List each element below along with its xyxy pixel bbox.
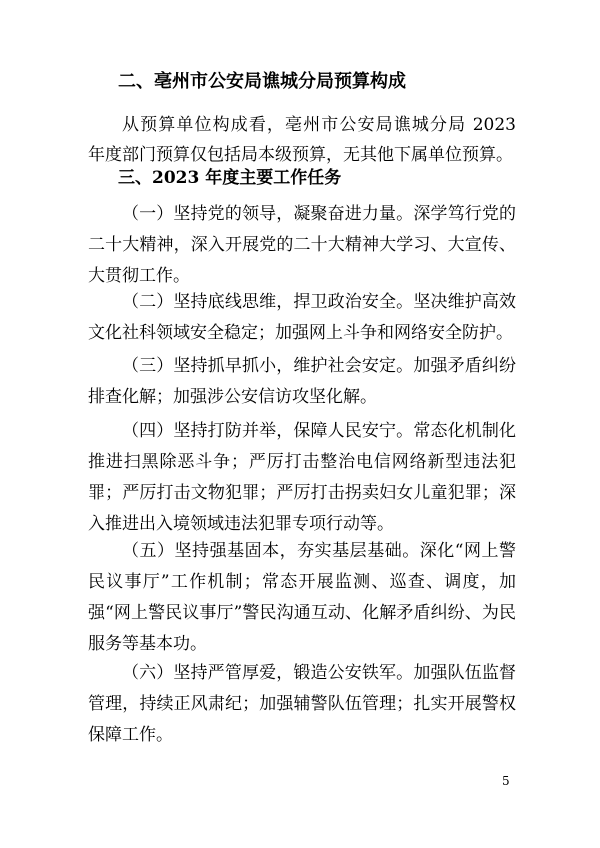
section-3-heading: 三、2023 年度主要工作任务 [118,168,342,188]
section-2-paragraph: 从预算单位构成看，亳州市公安局谯城分局 2023 年度部门预算仅包括局本级预算，无其他下属单位预算。 [88,115,516,165]
task-item-5: （五）坚持强基固本，夯实基层基础。深化“网上警民议事厅”工作机制；常态开展监测、巡查、调度，加强“网上警民议事厅”警民沟通互动、化解矛盾纠纷、为民服务等基本功。 [88,541,516,654]
section-2-heading: 二、亳州市公安局谯城分局预算构成 [118,71,406,92]
page-number: 5 [502,774,510,788]
task-item-1: （一）坚持党的领导，凝聚奋进力量。深学笃行党的二十大精神，深入开展党的二十大精神大学习、大宣传、大贯彻工作。 [88,204,516,286]
task-item-6: （六）坚持严管厚爱，锻造公安铁军。加强队伍监督管理，持续正风肃纪；加强辅警队伍管理；扎实开展警权保障工作。 [88,663,516,745]
task-item-4: （四）坚持打防并举，保障人民安宁。常态化机制化推进扫黑除恶斗争；严厉打击整治电信网络新型违法犯罪；严厉打击文物犯罪；严厉打击拐卖妇女儿童犯罪；深入推进出入境领域违法犯罪专项行动等。 [88,421,516,534]
task-item-2: （二）坚持底线思维，捍卫政治安全。坚决维护高效文化社科领域安全稳定；加强网上斗争和网络安全防护。 [88,292,516,343]
task-item-3: （三）坚持抓早抓小，维护社会安定。加强矛盾纠纷排查化解；加强涉公安信访攻坚化解。 [88,356,516,407]
